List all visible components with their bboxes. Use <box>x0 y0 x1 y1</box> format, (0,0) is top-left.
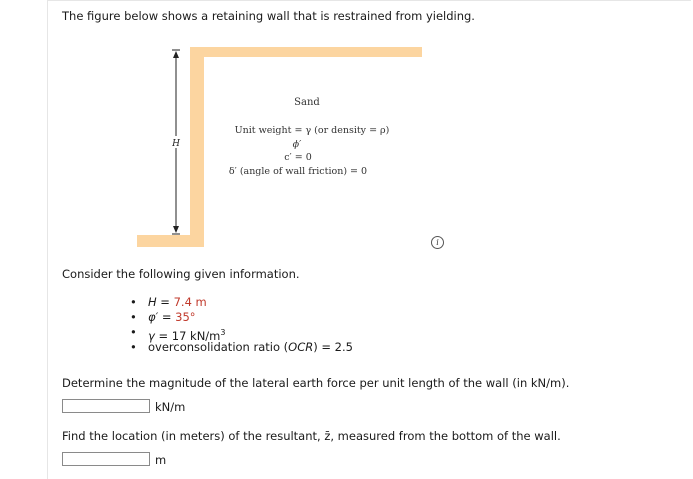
soil-label: Sand <box>294 97 320 108</box>
wall-base <box>137 235 204 247</box>
question-2-text: Find the location (in meters) of the resultant, z̄, measured from the bottom of the wall. <box>62 429 561 443</box>
arrow-down-icon <box>173 226 179 233</box>
cohesion-label: c′ = 0 <box>284 152 312 163</box>
list-item: • γ = 17 $kN/m^3$ <box>130 325 353 340</box>
list-item: • overconsolidation ratio (OCR) = 2.5 <box>130 340 353 355</box>
force-answer-input[interactable] <box>62 399 150 413</box>
unit-weight-label: Unit weight = γ (or density = ρ) <box>234 125 390 136</box>
intro-text: The figure below shows a retaining wall that is restrained from yielding. <box>62 9 475 23</box>
info-icon[interactable]: i <box>431 236 444 249</box>
height-label: H <box>172 139 180 149</box>
wall-stem <box>190 47 204 247</box>
arrow-up-icon <box>173 51 179 58</box>
location-unit-label: m <box>155 453 167 467</box>
force-unit-label: kN/m <box>155 400 186 414</box>
given-list <box>130 295 353 355</box>
retaining-wall-figure <box>135 40 425 250</box>
question-1-text: Determine the magnitude of the lateral earth force per unit length of the wall (in kN/m). <box>62 376 570 390</box>
wall-friction-label: δ′ (angle of wall friction) = 0 <box>228 166 368 177</box>
consider-text: Consider the following given information. <box>62 267 300 281</box>
list-item: • H = 7.4 m <box>130 295 353 310</box>
location-answer-input[interactable] <box>62 452 150 466</box>
list-item: • φ′ = 35° <box>130 310 353 325</box>
backfill-surface <box>190 47 422 57</box>
friction-angle-label: ϕ′ <box>292 139 302 150</box>
